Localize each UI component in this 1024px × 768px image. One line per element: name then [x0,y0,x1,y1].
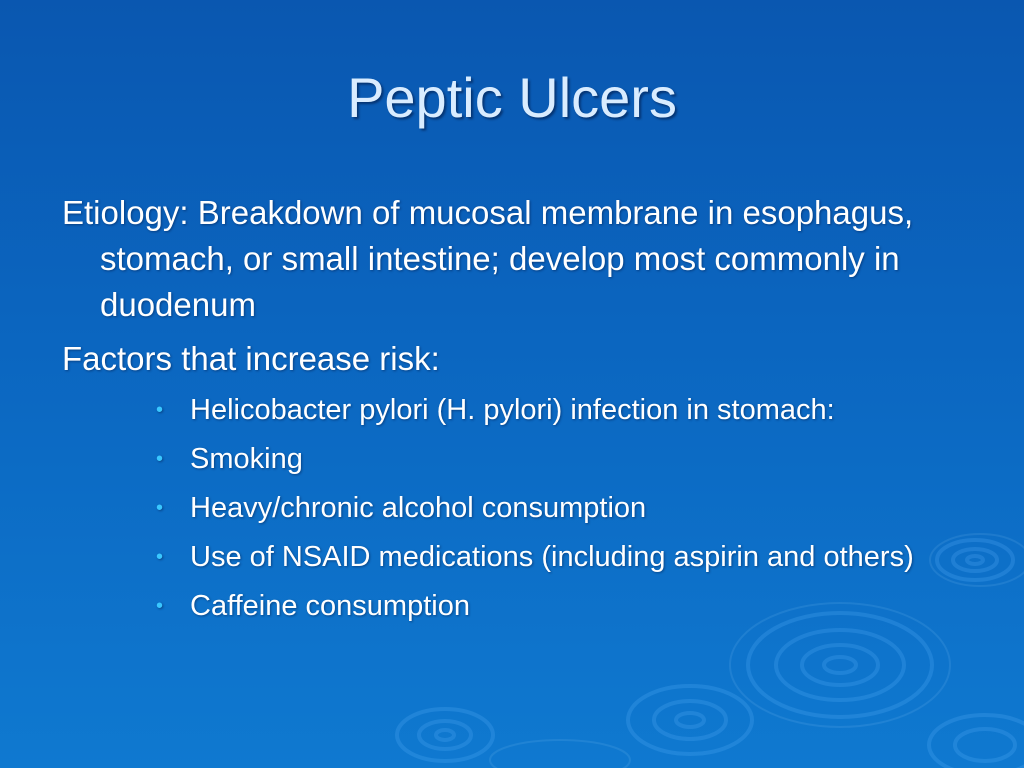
slide-body [62,190,962,635]
bullet-icon: • [156,497,164,519]
list-item [154,537,962,577]
risk-factor-text: Use of NSAID medications (including aspirin and others) [190,541,914,573]
list-item [154,586,962,626]
risk-factor-text: Caffeine consumption [190,590,470,622]
etiology-paragraph: Etiology: Breakdown of mucosal membrane in esophagus, stomach, or small intestine; develop most commonly in duodenum [62,194,914,323]
bullet-icon: • [156,448,164,470]
risk-factors-heading: Factors that increase risk: [62,340,440,377]
list-item [154,439,962,479]
list-item [154,488,962,528]
bullet-icon: • [156,399,164,421]
slide-title: Peptic Ulcers [347,66,677,129]
bullet-icon: • [156,595,164,617]
risk-factor-text: Smoking [190,443,303,475]
risk-factor-text: Helicobacter pylori (H. pylori) infection in stomach: [190,394,835,426]
risk-factor-list [62,390,962,626]
bullet-icon: • [156,546,164,568]
risk-factor-text: Heavy/chronic alcohol consumption [190,492,647,524]
list-item [154,390,962,430]
